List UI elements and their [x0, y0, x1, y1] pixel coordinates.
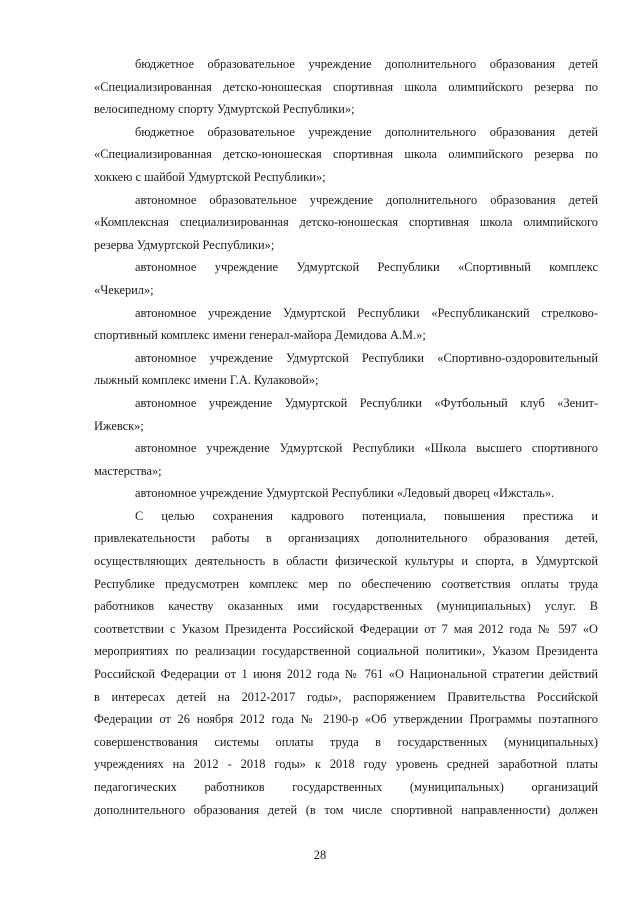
text-line: учреждениях на 2012 - 2018 годы» к 2018 году уровень средней заработной платы — [94, 757, 598, 772]
text-line: лыжный комплекс имени Г.А. Кулаковой»; — [94, 373, 319, 388]
text-line: автономное учреждение Удмуртской Республики «Ледовый дворец «Ижсталь». — [135, 486, 555, 501]
text-line: С целью сохранения кадрового потенциала, повышения престижа и — [135, 508, 598, 523]
text-line: автономное учреждение Удмуртской Республики «Школа высшего спортивного — [135, 441, 598, 456]
text-line: Федерации от 26 ноября 2012 года № 2190-р «Об утверждении Программы поэтапного — [94, 712, 598, 727]
text-line: автономное образовательное учреждение дополнительного образования детей — [135, 192, 598, 207]
text-line: «Специализированная детско-юношеская спортивная школа олимпийского резерва по — [94, 79, 598, 94]
text-line: Российской Федерации от 1 июня 2012 года № 761 «О Национальной стратегии действий — [94, 667, 598, 682]
text-line: Республике предусмотрен комплекс мер по обеспечению соответствия оплаты труда — [94, 576, 598, 591]
text-line: «Чекерил»; — [94, 282, 154, 297]
text-line: дополнительного образования детей (в том числе спортивной направленности) должен — [94, 802, 598, 817]
text-line: бюджетное образовательное учреждение дополнительного образования детей — [135, 57, 598, 71]
text-line: велосипедному спорту Удмуртской Республики»; — [94, 102, 355, 117]
text-line: Ижевск»; — [94, 418, 144, 433]
text-line: спортивный комплекс имени генерал-майора Демидова А.М.»; — [94, 328, 426, 343]
text-line: автономное учреждение Удмуртской Республики «Спортивно-оздоровительный — [135, 350, 598, 365]
text-line: автономное учреждение Удмуртской Республики «Спортивный комплекс — [135, 260, 598, 275]
text-line: педагогических работников государственных (муниципальных) организаций — [94, 780, 598, 794]
text-line: осуществляющих деятельность в области физической культуры и спорта, в Удмуртской — [94, 554, 598, 569]
text-line: мастерства»; — [94, 463, 162, 478]
text-line: работников качеству оказанных ими государственных (муниципальных) услуг. В — [94, 599, 598, 614]
text-line: хоккею с шайбой Удмуртской Республики»; — [94, 169, 326, 184]
text-line: привлекательности работы в организациях дополнительного образования детей, — [94, 531, 598, 546]
text-line: бюджетное образовательное учреждение дополнительного образования детей — [135, 124, 598, 139]
text-line: «Специализированная детско-юношеская спортивная школа олимпийского резерва по — [94, 147, 598, 162]
text-line: «Комплексная специализированная детско-юношеская спортивная школа олимпийского — [94, 215, 598, 230]
text-line: автономное учреждение Удмуртской Республики «Республиканский стрелково- — [135, 305, 598, 320]
text-line: соответствии с Указом Президента Российской Федерации от 7 мая 2012 года № 597 «О — [94, 621, 598, 636]
text-line: совершенствования системы оплаты труда в государственных (муниципальных) — [94, 734, 598, 749]
text-line: в интересах детей на 2012-2017 годы», распоряжением Правительства Российской — [94, 689, 598, 704]
text-line: автономное учреждение Удмуртской Республики «Футбольный клуб «Зенит- — [135, 395, 598, 410]
text-line: резерва Удмуртской Республики»; — [94, 237, 275, 252]
document-page — [94, 53, 598, 821]
page-number: 28 — [313, 848, 327, 862]
text-line: мероприятиях по реализации государственной социальной политики», Указом Президента — [94, 644, 598, 659]
